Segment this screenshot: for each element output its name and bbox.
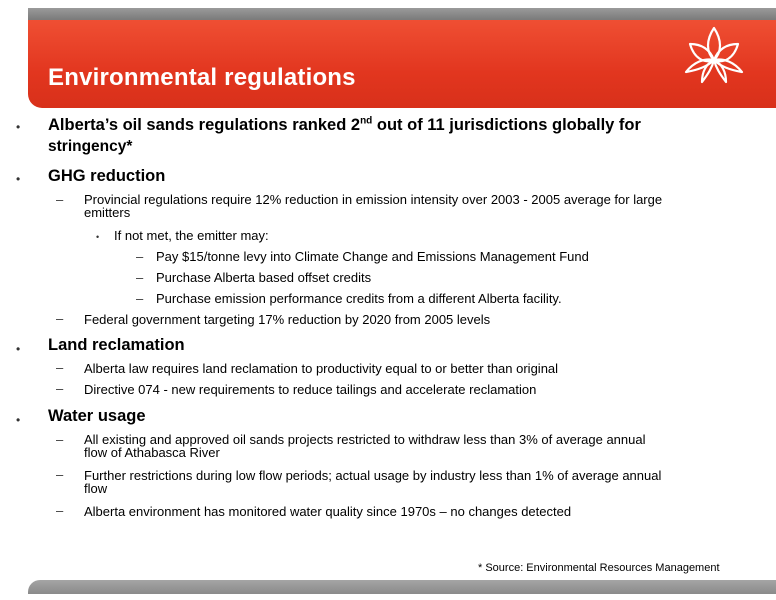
petal-logo-icon xyxy=(676,22,752,98)
dash-marker: – xyxy=(136,270,144,285)
land-directive: Directive 074 - new requirements to reduce tailings and accelerate reclamation xyxy=(84,382,537,397)
dash-marker: – xyxy=(136,291,144,306)
water-low-flow-line1: Further restrictions during low flow periods; actual usage by industry less than 1% of average annual xyxy=(84,468,662,483)
bullet-marker: • xyxy=(16,120,21,134)
dash-marker: – xyxy=(56,432,64,447)
ghg-option-levy: Pay $15/tonne levy into Climate Change and Emissions Management Fund xyxy=(156,249,589,264)
bullet-marker: • xyxy=(16,342,21,356)
water-restriction-line1: All existing and approved oil sands projects restricted to withdraw less than 3% of average annual xyxy=(84,432,646,447)
dash-marker: – xyxy=(56,192,64,207)
water-low-flow-line2: flow xyxy=(84,481,108,496)
title-banner xyxy=(28,20,776,108)
source-footnote: * Source: Environmental Resources Management xyxy=(478,562,720,574)
ranking-text-start: Alberta’s oil sands regulations ranked 2 xyxy=(48,116,361,134)
bullet-marker: • xyxy=(16,172,21,186)
bottom-gray-bar xyxy=(28,580,776,594)
heading-ghg-reduction: GHG reduction xyxy=(48,167,166,185)
ghg-provincial-line2: emitters xyxy=(84,205,131,220)
ghg-federal: Federal government targeting 17% reduction by 2020 from 2005 levels xyxy=(84,312,491,327)
slide-title: Environmental regulations xyxy=(48,64,356,91)
top-gray-bar xyxy=(28,8,776,20)
dash-marker: – xyxy=(56,381,64,396)
dash-marker: – xyxy=(56,360,64,375)
dash-marker: – xyxy=(56,311,64,326)
dash-marker: – xyxy=(56,503,64,518)
ghg-if-not-met: If not met, the emitter may: xyxy=(114,228,269,243)
dash-marker: – xyxy=(56,467,64,482)
land-law: Alberta law requires land reclamation to productivity equal to or better than original xyxy=(84,361,559,376)
ghg-option-offsets: Purchase Alberta based offset credits xyxy=(156,270,372,285)
ghg-provincial-line1: Provincial regulations require 12% reduction in emission intensity over 2003 - 2005 average for large xyxy=(84,192,663,207)
heading-water-usage: Water usage xyxy=(48,407,146,425)
heading-land-reclamation: Land reclamation xyxy=(48,336,185,354)
bullet-ranking-line2: stringency* xyxy=(48,138,133,155)
bullet-ranking xyxy=(48,116,641,135)
small-bullet-marker: • xyxy=(96,232,100,242)
ranking-superscript: nd xyxy=(360,115,373,127)
bullet-marker: • xyxy=(16,413,21,427)
water-quality: Alberta environment has monitored water quality since 1970s – no changes detected xyxy=(84,504,572,519)
ghg-option-credits: Purchase emission performance credits from a different Alberta facility. xyxy=(156,291,562,306)
water-restriction-line2: flow of Athabasca River xyxy=(84,445,220,460)
dash-marker: – xyxy=(136,249,144,264)
ranking-text-end: out of 11 jurisdictions globally for xyxy=(372,116,641,134)
